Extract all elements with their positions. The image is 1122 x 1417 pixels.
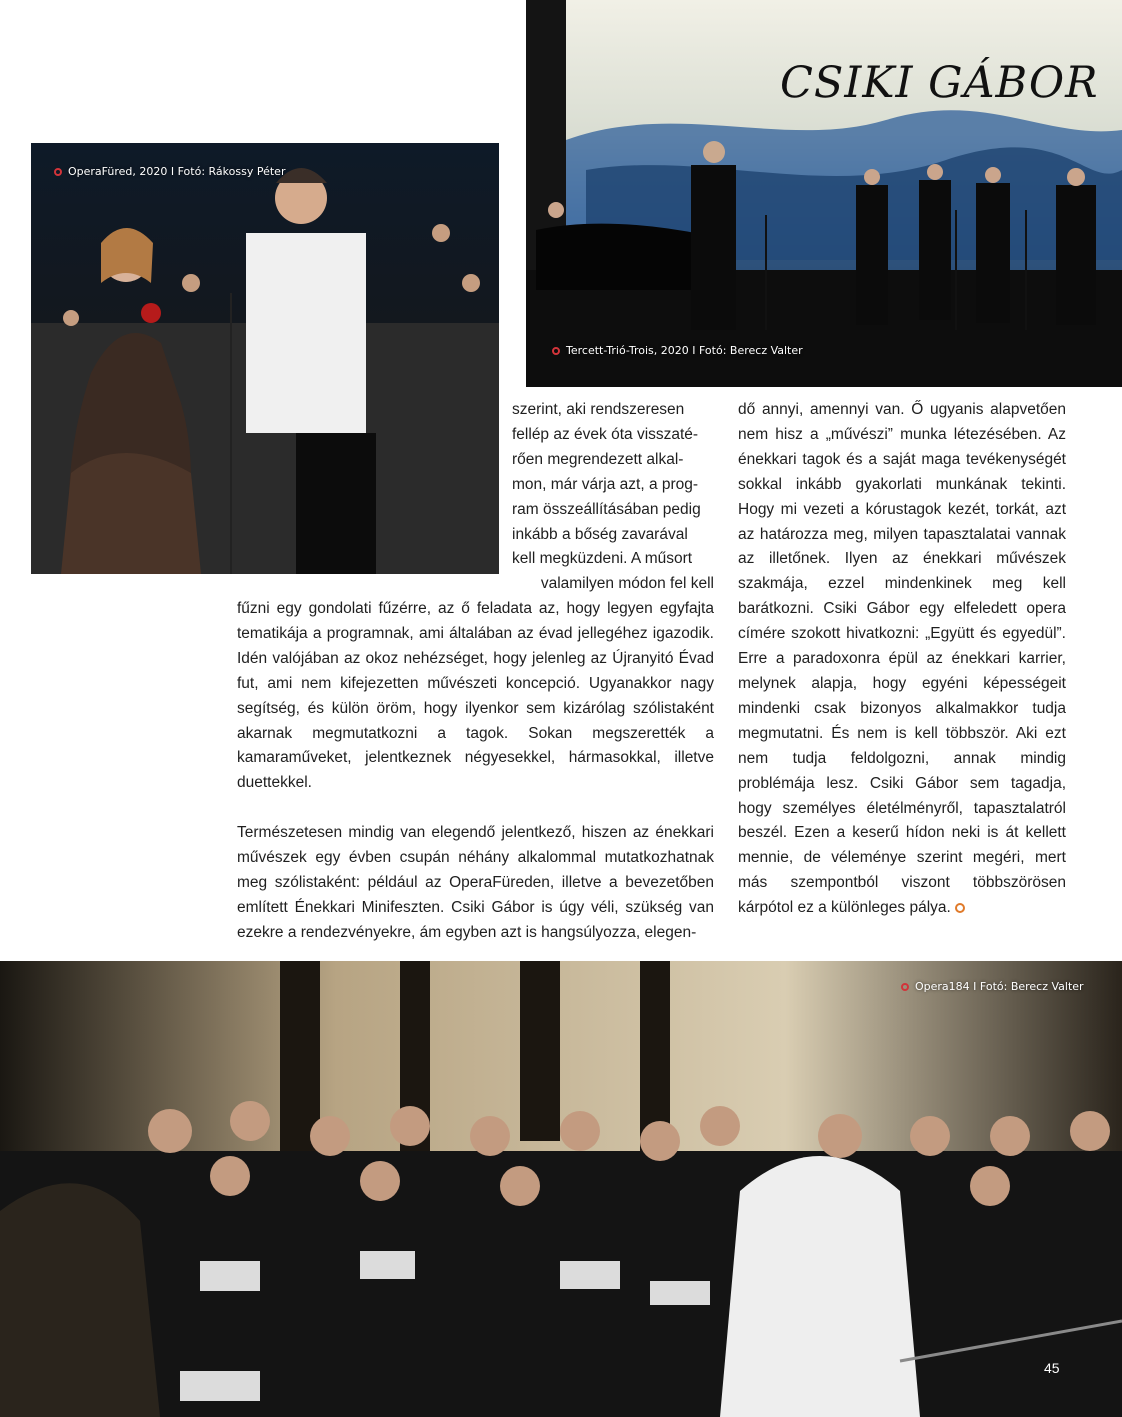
ring-bullet-icon: [901, 983, 909, 991]
column-left-wrap: [512, 398, 714, 597]
wrap-line: valamilyen módon fel kell: [540, 575, 714, 593]
photo-operafured: [31, 143, 499, 574]
wrap-line: kell megküzdeni. A műsort: [512, 550, 693, 568]
end-mark-icon: [955, 903, 965, 913]
caption-opera184: [901, 980, 1084, 993]
column-left-body: [237, 597, 714, 946]
page-number: 45: [1044, 1360, 1060, 1376]
caption-text: OperaFüred, 2020 I Fotó: Rákossy Péter: [68, 165, 286, 178]
ring-bullet-icon: [552, 347, 560, 355]
ring-bullet-icon: [54, 168, 62, 176]
caption-text: Tercett-Trió-Trois, 2020 I Fotó: Berecz Valter: [566, 344, 803, 357]
caption-text: Opera184 I Fotó: Berecz Valter: [915, 980, 1084, 993]
wrap-line: ram összeállításában pedig: [512, 500, 701, 518]
caption-operafured: [54, 165, 285, 178]
wrap-line: rően megrendezett alkal-: [512, 450, 684, 468]
wrap-line: inkább a bőség zavarával: [512, 525, 688, 543]
photo-choir: [0, 961, 1122, 1417]
wrap-line: mon, már várja azt, a prog-: [512, 475, 699, 493]
wrap-line: fellép az évek óta visszaté-: [512, 425, 699, 443]
paragraph: dő annyi, amennyi van. Ő ugyanis alapvetően nem hisz a „művészi” munka létezésében. Az énekkari tagok és a saját maga tevékenységét sokkal inkább gyakorlati munkának tekinti. Hogy mi vezeti a kórustagok kezét, torkát, azt az határozza meg, milyen tapasztalatai vannak az illetőnek. Ilyen az énekkari művészek szakmája, ezzel mindenkinek meg kell barátkozni. Csiki Gábor egy elfeledett opera címére szokott hivatkozni: „Együtt és egyedül”. Erre a paradoxonra épül az énekkari karrier, melynek alapja, hogy egyéni képességeit mindenki csak bizonyos alkalmakkor tudja megmutatni. És nem is kell többször. Aki ezt nem tudja feldolgozni, annak mindig problémája lesz. Csiki Gábor sem tagadja, hogy személyes életélményről, tapasztalatról beszél. Ezen a keserű hídon neki is át kellett mennie, de véleménye szerint megéri, mert más szempontból viszont többszörösen kárpótol ez a különleges pálya.: [738, 401, 1066, 917]
caption-tercett: [552, 344, 803, 357]
column-right-body: [738, 398, 1066, 921]
article-headline: CSIKI GÁBOR: [780, 58, 1099, 108]
paragraph: Természetesen mindig van elegendő jelentkező, hiszen az énekkari művészek egy évben csupán néhány alkalommal mutatkozhatnak meg szólistaként: például az OperaFüreden, illetve a bevezetőben említett Énekkari Minifeszten. Csiki Gábor is úgy véli, szükség van ezekre a rendezvényekre, ám egyben azt is hangsúlyozza, elegen-: [237, 824, 714, 941]
wrap-line: szerint, aki rendszeresen: [512, 401, 685, 418]
paragraph: fűzni egy gondolati fűzérre, az ő feladata az, hogy legyen egyfajta tematikája a programnak, ami általában az évad jellegéhez igazodik. Idén valójában az okoz nehézséget, hogy jelenleg az Újranyitó Évad fut, ami nem kifejezetten művészeti koncepció. Ugyanakkor nagy segítség, és külön öröm, hogy ilyenkor sem kizárólag szólistaként akarnak megmutatkozni a tagok. Sokan megszerették a kamaraműveket, jelentkeznek négyesekkel, hármasokkal, illetve duettekkel.: [237, 600, 714, 792]
